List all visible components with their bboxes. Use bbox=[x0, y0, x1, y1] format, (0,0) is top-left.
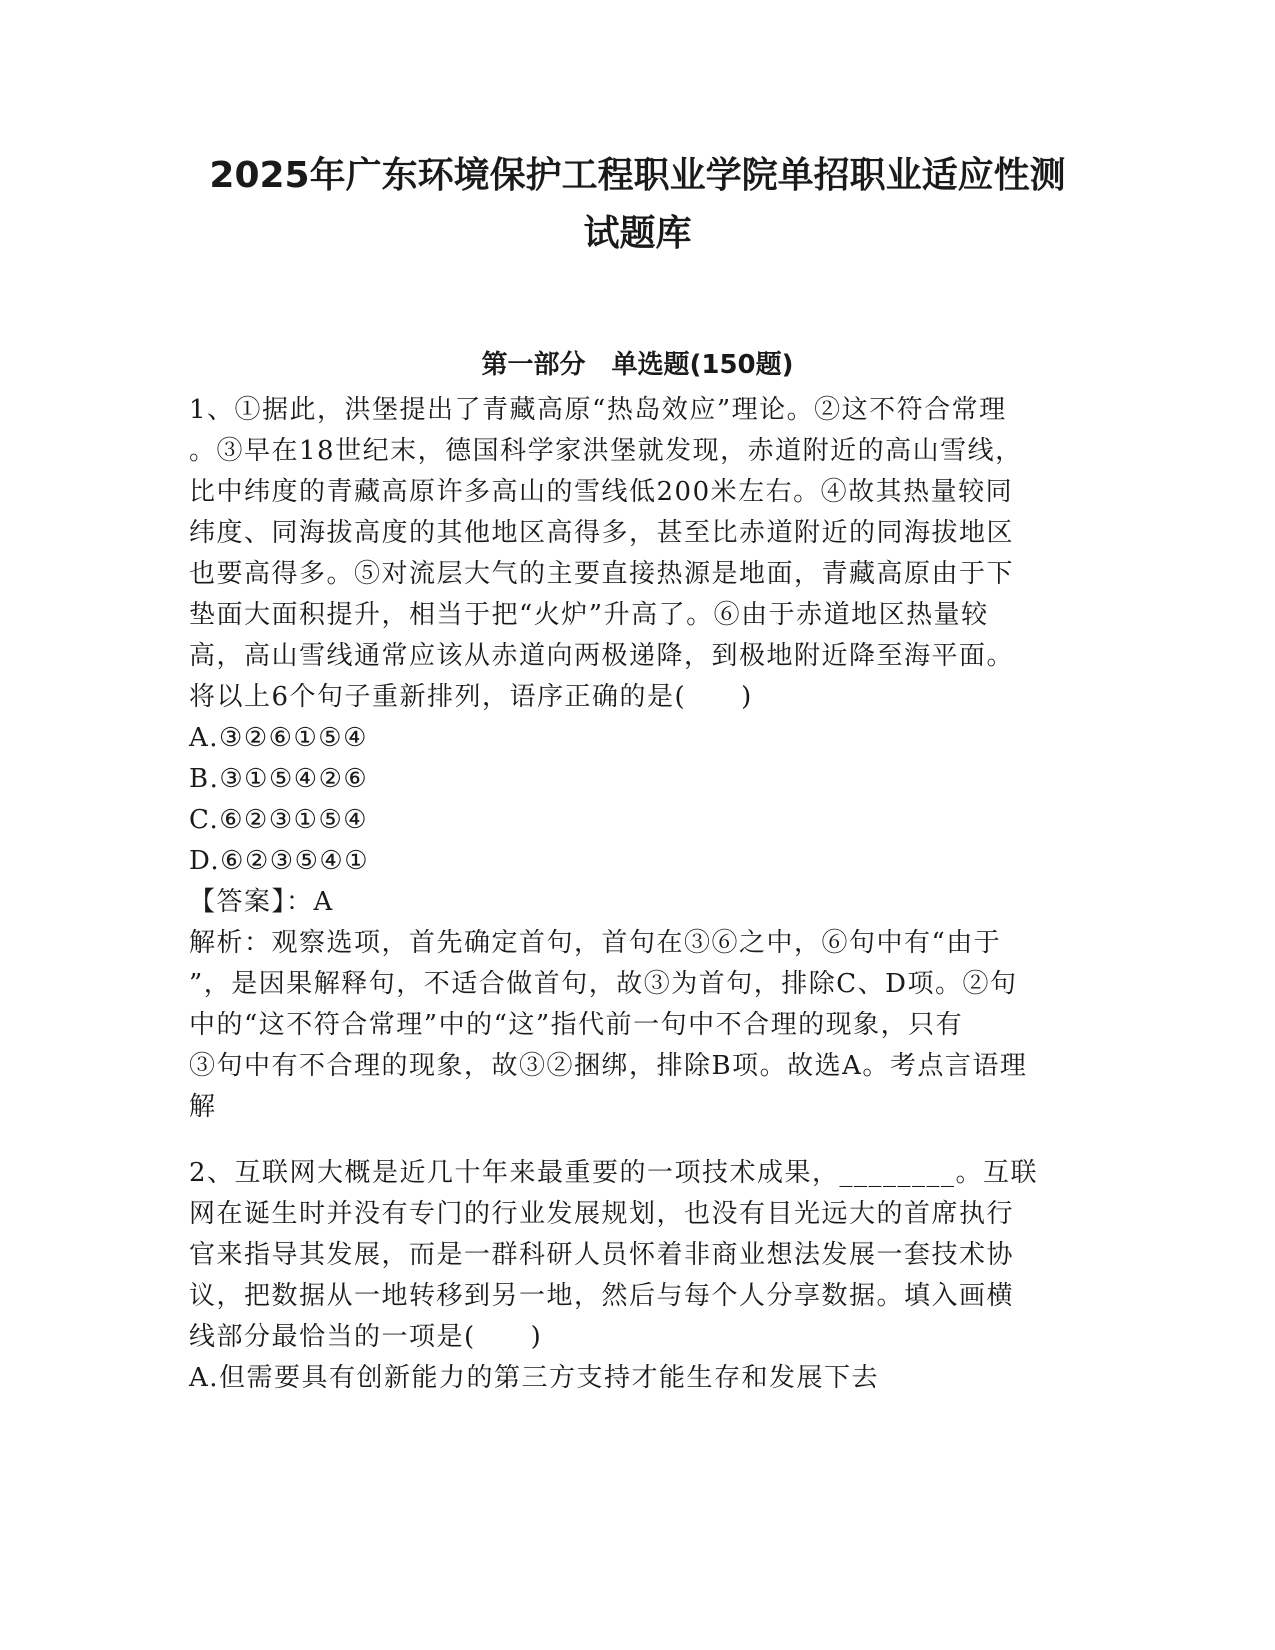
question-2-stem-line: 2、互联网大概是近几十年来最重要的一项技术成果，________。互联 bbox=[189, 1158, 1039, 1188]
question-1-stem-line: 1、①据此，洪堡提出了青藏高原“热岛效应”理论。②这不符合常理 bbox=[189, 395, 1007, 425]
question-2-stem-line: 议，把数据从一地转移到另一地，然后与每个人分享数据。填入画横 bbox=[189, 1281, 1015, 1311]
document-title-line-1: 2025年广东环境保护工程职业学院单招职业适应性测 bbox=[209, 155, 1066, 196]
section-heading: 第一部分 单选题(150题) bbox=[481, 350, 794, 380]
question-1-answer: 【答案】：A bbox=[189, 887, 334, 917]
question-1-stem-line: 垫面大面积提升，相当于把“火炉”升高了。⑥由于赤道地区热量较 bbox=[189, 600, 989, 630]
question-1-option-d: D.⑥②③⑤④① bbox=[189, 846, 370, 876]
question-1-option-a: A.③②⑥①⑤④ bbox=[189, 723, 368, 753]
question-1-stem-line: 将以上6个句子重新排列，语序正确的是( ) bbox=[189, 682, 753, 712]
question-1-option-c: C.⑥②③①⑤④ bbox=[189, 805, 369, 835]
question-1-stem-line: 高，高山雪线通常应该从赤道向两极递降，到极地附近降至海平面。 bbox=[189, 641, 1015, 671]
question-1-explanation-line: 中的“这不符合常理”中的“这”指代前一句中不合理的现象，只有 bbox=[189, 1010, 964, 1040]
question-2-stem-line: 线部分最恰当的一项是( ) bbox=[189, 1322, 543, 1352]
question-1-explanation-line: 解 bbox=[189, 1092, 217, 1122]
question-1-stem-line: 。③早在18世纪末，德国科学家洪堡就发现，赤道附近的高山雪线， bbox=[189, 436, 1023, 466]
document-title-line-2: 试题库 bbox=[583, 213, 692, 254]
question-1-stem-line: 比中纬度的青藏高原许多高山的雪线低200米左右。④故其热量较同 bbox=[189, 477, 1014, 507]
question-2-stem-line: 网在诞生时并没有专门的行业发展规划，也没有目光远大的首席执行 bbox=[189, 1199, 1015, 1229]
question-1-stem-line: 纬度、同海拔高度的其他地区高得多，甚至比赤道附近的同海拔地区 bbox=[189, 518, 1015, 548]
question-1-explanation-line: 解析：观察选项，首先确定首句，首句在③⑥之中，⑥句中有“由于 bbox=[189, 928, 1002, 958]
question-2-option-a: A.但需要具有创新能力的第三方支持才能生存和发展下去 bbox=[189, 1363, 880, 1393]
question-1-stem-line: 也要高得多。⑤对流层大气的主要直接热源是地面，青藏高原由于下 bbox=[189, 559, 1015, 589]
question-1-explanation-line: ③句中有不合理的现象，故③②捆绑，排除B项。故选A。考点言语理 bbox=[189, 1051, 1028, 1081]
question-2-stem-line: 官来指导其发展，而是一群科研人员怀着非商业想法发展一套技术协 bbox=[189, 1240, 1015, 1270]
question-1-explanation-line: ”，是因果解释句，不适合做首句，故③为首句，排除C、D项。②句 bbox=[189, 969, 1018, 999]
question-1-option-b: B.③①⑤④②⑥ bbox=[189, 764, 369, 794]
